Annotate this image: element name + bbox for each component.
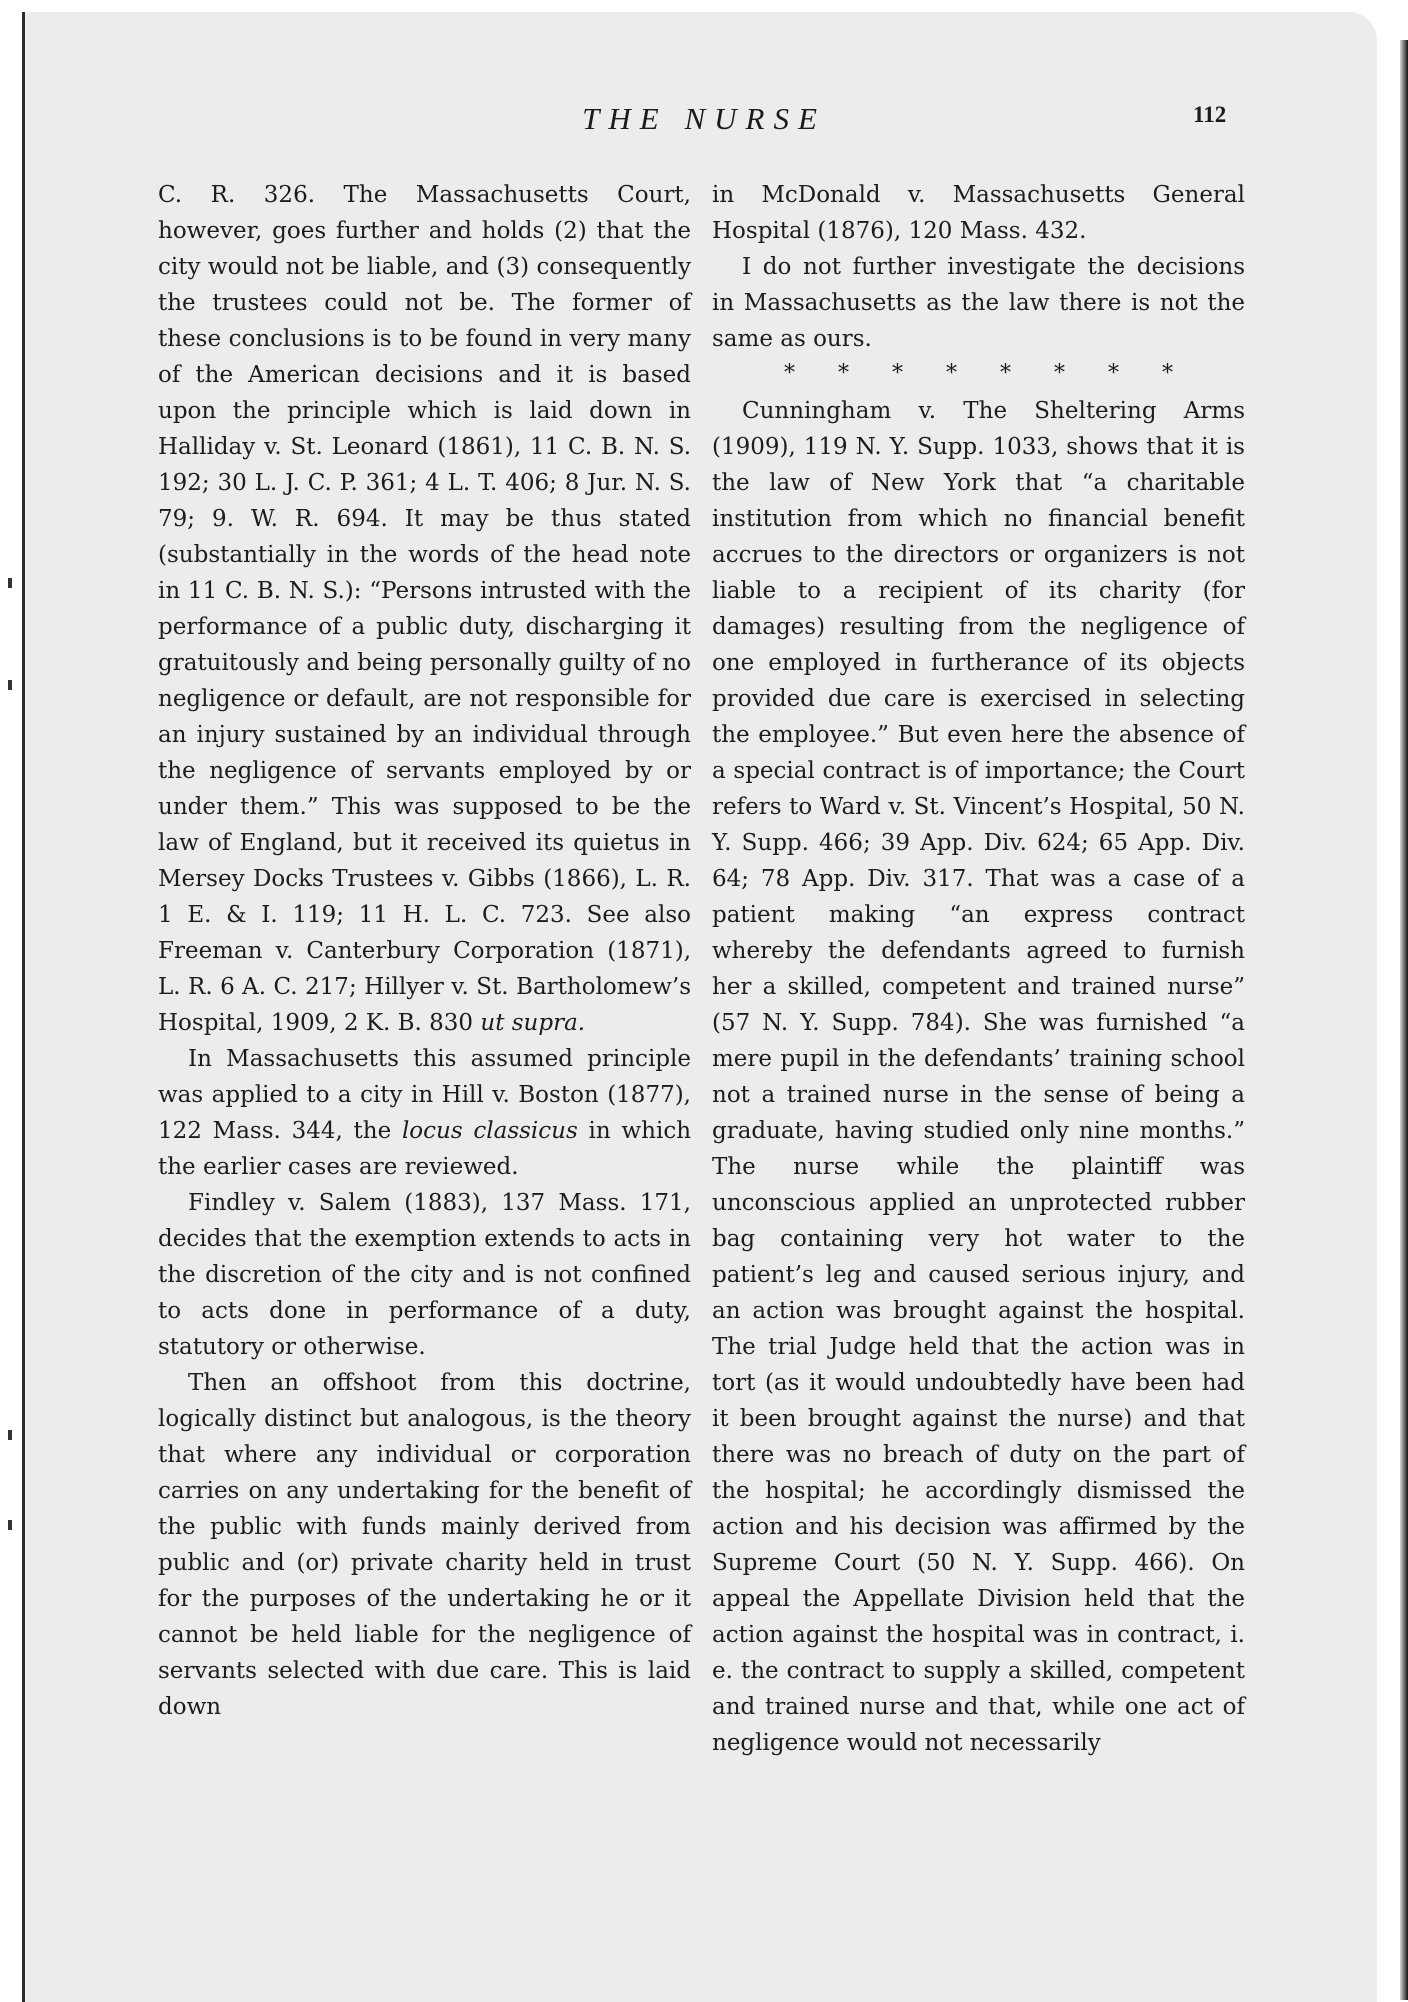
paragraph: Findley v. Salem (1883), 137 Mass. 171, decides that the exemption extends to acts in the discretion of the city and is not confined to acts done in performance of a duty, statutory or otherwise.	[158, 1190, 691, 1360]
paragraph	[158, 177, 691, 1041]
running-head-title: THE NURSE	[582, 101, 826, 136]
paragraph: Then an offshoot from this doctrine, logically distinct but analogous, is the theory that where any individual or corporation carries on any undertaking for the benefit of the public with funds mainly derived from public and (or) private charity held in trust for the purposes of the undertaking he or it cannot be held liable for the negligence of servants selected with due care. This is laid down	[158, 1370, 691, 1720]
page-edge-shadow	[1400, 40, 1408, 2000]
margin-mark	[8, 578, 12, 588]
margin-mark	[8, 680, 12, 690]
paragraph: Cunningham v. The Sheltering Arms (1909), 119 N. Y. Supp. 1033, shows that it is the law of New York that “a charitable institution from which no financial benefit accrues to the directors or organizers is not liable to a recipient of its charity (for damages) resulting from the negligence of one employed in furtherance of its objects provided due care is exercised in selecting the employee.” But even here the absence of a special contract is of importance; the Court refers to Ward v. St. Vincent’s Hospital, 50 N. Y. Supp. 466; 39 App. Div. 624; 65 App. Div. 64; 78 App. Div. 317. That was a case of a patient making “an express contract whereby the defendants agreed to furnish her a skilled, competent and trained nurse” (57 N. Y. Supp. 784). She was furnished “a mere pupil in the defendants’ training school not a trained nurse in the sense of being a graduate, having studied only nine months.” The nurse while the plaintiff was unconscious applied an unprotected rubber bag containing very hot water to the patient’s leg and caused serious injury, and an action was brought against the hospital. The trial Judge held that the action was in tort (as it would undoubtedly have been had it been brought against the nurse) and that there was no breach of duty on the part of the hospital; he accordingly dismissed the action and his decision was affirmed by the Supreme Court (50 N. Y. Supp. 466). On appeal the Appellate Division held that the action against the hospital was in contract, i. e. the contract to supply a skilled, competent and trained nurse and that, while one act of negligence would not necessarily	[712, 398, 1245, 1756]
paragraph-text: in which the earlier cases are reviewed.	[158, 1118, 692, 1180]
left-column	[158, 177, 691, 1725]
margin-mark	[8, 1430, 12, 1440]
section-separator: * * * * * * * *	[784, 361, 1173, 386]
page-number: 112	[1193, 102, 1227, 127]
paragraph-text: C. R. 326. The Massachusetts Court, however, goes further and holds (2) that the city would not be liable, and (3) consequently the trustees could not be. The former of these conclusions is to be found in very many of the American decisions and it is based upon the principle which is laid down in Halliday v. St. Leonard (1861), 11 C. B. N. S. 192; 30 L. J. C. P. 361; 4 L. T. 406; 8 Jur. N. S. 79; 9. W. R. 694. It may be thus stated (substantially in the words of the head note in 11 C. B. N. S.): “Persons intrusted with the performance of a public duty, discharging it gratuitously and being personally guilty of no negligence or default, are not responsible for an injury sustained by an individual through the negligence of servants employed by or under them.” This was supposed to be the law of England, but it received its quietus in Mersey Docks Trustees v. Gibbs (1866), L. R. 1 E. & I. 119; 11 H. L. C. 723. See also Freeman v. Canterbury Corporation (1871), L. R. 6 A. C. 217; Hillyer v. St. Bartholomew’s Hospital, 1909, 2 K. B. 830	[158, 182, 691, 1036]
right-column	[712, 177, 1245, 1761]
paragraph: I do not further investigate the decisions in Massachusetts as the law there is not the same as ours.	[712, 254, 1245, 352]
margin-mark	[8, 1520, 12, 1530]
paragraph-text: In Massachusetts this assumed principle was applied to a city in Hill v. Boston (1877), 122 Mass. 344, the	[158, 1046, 691, 1144]
paragraph: in McDonald v. Massachusetts General Hospital (1876), 120 Mass. 432.	[712, 182, 1245, 244]
italic-phrase: locus classicus	[401, 1118, 578, 1144]
italic-phrase: ut supra.	[480, 1010, 586, 1036]
paragraph	[158, 1041, 691, 1185]
